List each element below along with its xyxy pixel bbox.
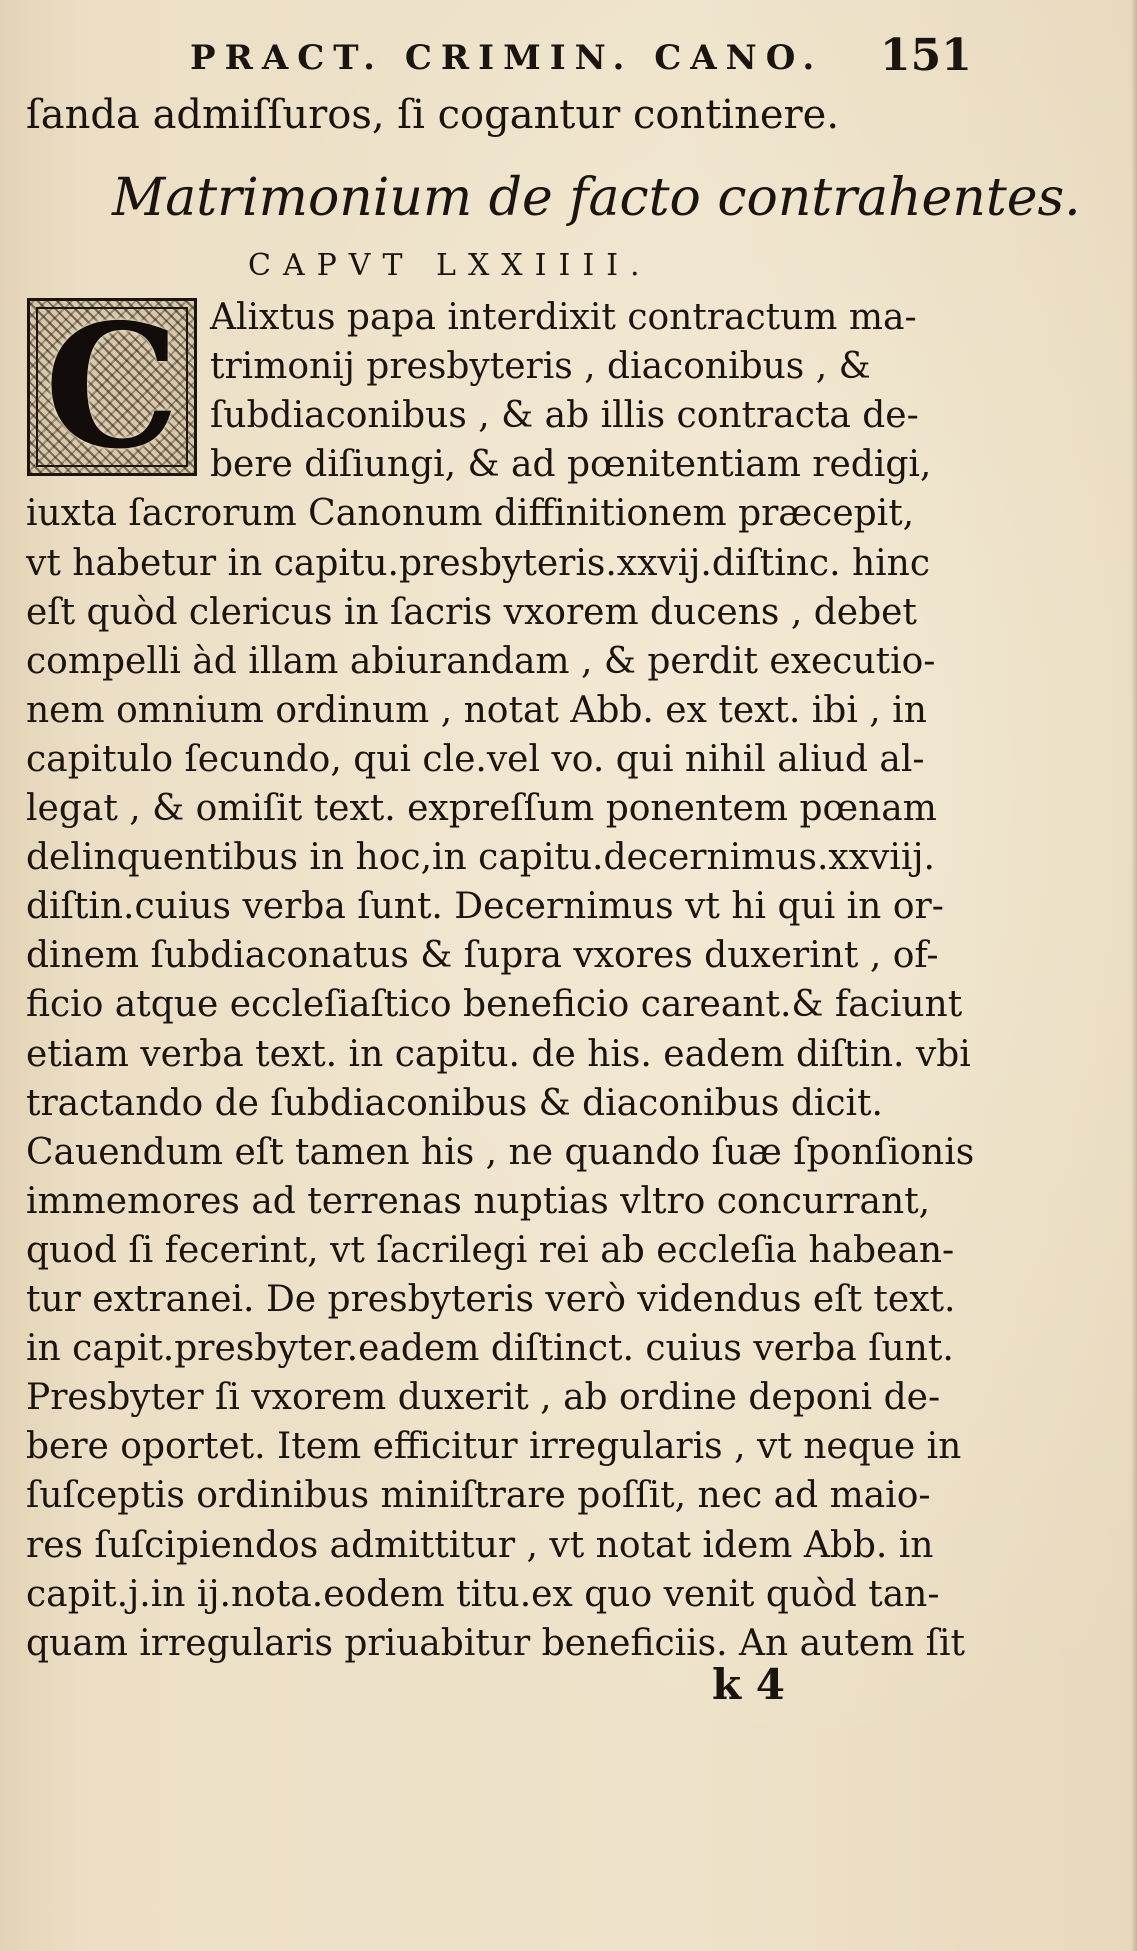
text-line: bere diſiungi, & ad pœnitentiam redigi, xyxy=(210,444,932,485)
running-head: PRACT. CRIMIN. CANO. xyxy=(190,38,824,78)
text-line: in capit.presbyter.eadem diſtinct. cuius verba ſunt. xyxy=(26,1328,954,1369)
page-edge-shadow xyxy=(1131,0,1137,1951)
text-line: nem omnium ordinum , notat Abb. ex text. ibi , in xyxy=(26,690,927,731)
text-line: bere oportet. Item efficitur irregularis , vt neque in xyxy=(26,1426,962,1467)
chapter-heading: CAPVT LXXIIII. xyxy=(248,248,652,283)
text-line: ſubdiaconibus , & ab illis contracta de- xyxy=(210,395,919,436)
text-line: immemores ad terrenas nuptias vltro concurrant, xyxy=(26,1181,931,1222)
text-line: trimonij presbyteris , diaconibus , & xyxy=(210,346,871,387)
text-line: tur extranei. De presbyteris verò videndus eſt text. xyxy=(26,1279,956,1320)
text-line: capit.j.in ij.nota.eodem titu.ex quo venit quòd tan- xyxy=(26,1574,940,1615)
text-line: capitulo ſecundo, qui cle.vel vo. qui nihil aliud al- xyxy=(26,739,925,780)
text-line: etiam verba text. in capitu. de his. eadem diſtin. vbi xyxy=(26,1034,971,1075)
decorated-initial xyxy=(27,287,197,487)
text-line: tractando de ſubdiaconibus & diaconibus dicit. xyxy=(26,1083,883,1124)
text-line: ſuſceptis ordinibus miniſtrare poſſit, nec ad maio- xyxy=(26,1475,931,1516)
text-line: vt habetur in capitu.presbyteris.xxvij.diſtinc. hinc xyxy=(26,543,931,584)
text-line: Presbyter ſi vxorem duxerit , ab ordine deponi de- xyxy=(26,1377,941,1418)
text-line: legat , & omiſit text. expreſſum ponentem pœnam xyxy=(26,788,937,829)
text-line: res ſuſcipiendos admittitur , vt notat idem Abb. in xyxy=(26,1525,934,1566)
text-line: iuxta ſacrorum Canonum diffinitionem præcepit, xyxy=(26,493,915,534)
carry-over-line: ſanda admiſſuros, ſi cogantur continere. xyxy=(26,92,840,138)
text-line: quam irregularis priuabitur beneficiis. An autem ſit xyxy=(26,1623,965,1664)
text-line: compelli àd illam abiurandam , & perdit executio- xyxy=(26,641,936,682)
section-title: Matrimonium de facto contrahentes. xyxy=(112,168,1081,228)
text-line: eſt quòd clericus in ſacris vxorem ducens , debet xyxy=(26,592,917,633)
text-line: Cauendum eſt tamen his , ne quando ſuæ ſponſionis xyxy=(26,1132,975,1173)
page-number: 151 xyxy=(880,30,972,81)
text-line: ficio atque eccleſiaſtico beneficio careant.& faciunt xyxy=(26,984,963,1025)
text-line: dinem ſubdiaconatus & ſupra vxores duxerint , of- xyxy=(26,935,939,976)
text-line: delinquentibus in hoc,in capitu.decernimus.xxviij. xyxy=(26,837,935,878)
text-line: quod ſi fecerint, vt ſacrilegi rei ab eccleſia habean- xyxy=(26,1230,955,1271)
text-line: diſtin.cuius verba ſunt. Decernimus vt hi qui in or- xyxy=(26,886,944,927)
text-line: Alixtus papa interdixit contractum ma- xyxy=(210,297,917,338)
initial-letter: C xyxy=(44,287,180,487)
signature-mark: k 4 xyxy=(712,1660,785,1709)
